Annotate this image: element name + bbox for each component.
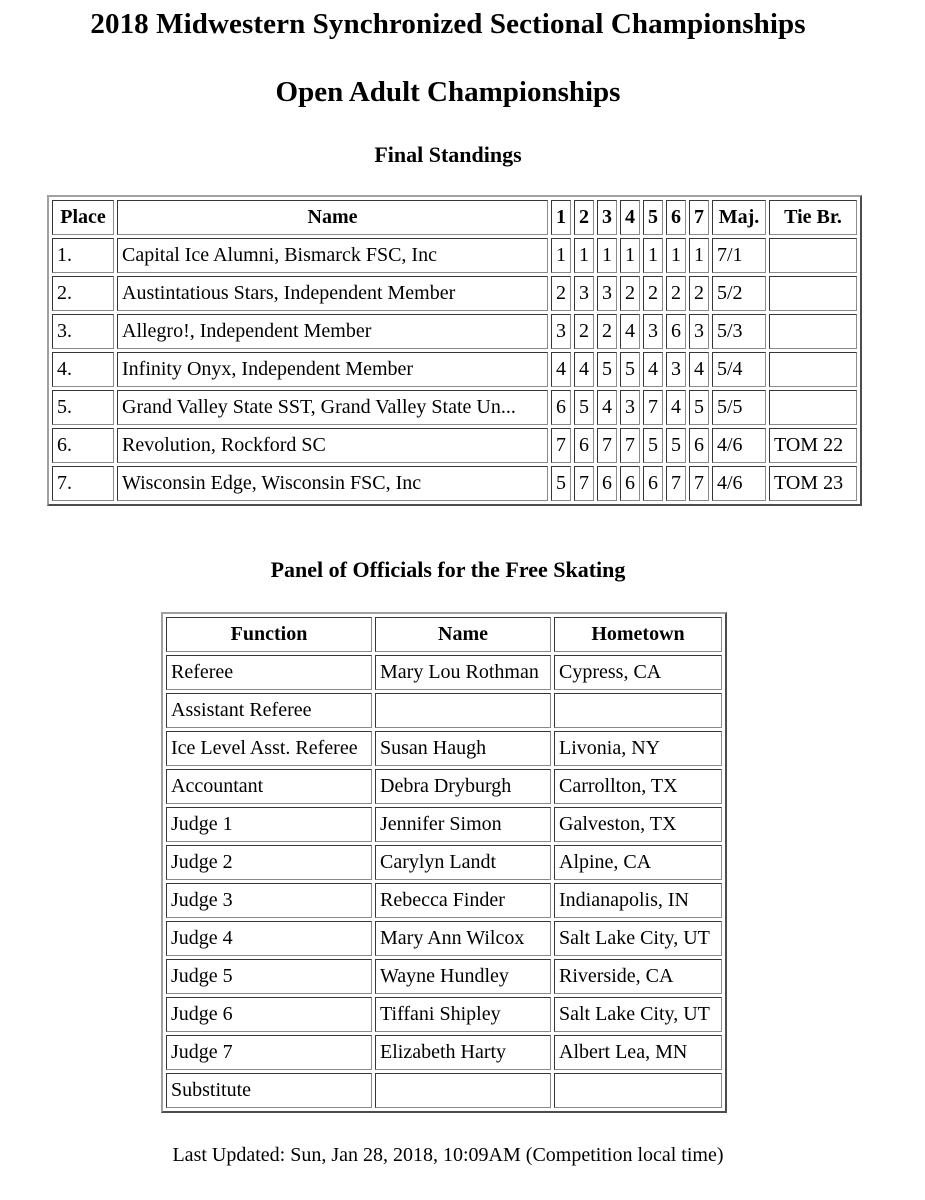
col-header-function: Function <box>166 617 372 652</box>
judge-6-ordinal-cell: 5 <box>666 428 686 463</box>
judge-5-ordinal-cell: 7 <box>643 390 663 425</box>
judge-4-ordinal-cell: 2 <box>620 276 640 311</box>
function-cell: Judge 3 <box>166 883 372 918</box>
judge-7-ordinal-cell: 5 <box>689 390 709 425</box>
judge-7-ordinal-cell: 6 <box>689 428 709 463</box>
table-row <box>52 466 857 501</box>
officials-body <box>166 655 722 1108</box>
function-cell: Judge 2 <box>166 845 372 880</box>
tie-break-cell <box>769 238 857 273</box>
judge-2-ordinal-cell: 2 <box>574 314 594 349</box>
judge-7-ordinal-cell: 2 <box>689 276 709 311</box>
table-row <box>52 390 857 425</box>
official-name-cell: Elizabeth Harty <box>375 1035 551 1070</box>
judge-6-ordinal-cell: 6 <box>666 314 686 349</box>
hometown-cell: Salt Lake City, UT <box>554 997 722 1032</box>
table-row <box>52 238 857 273</box>
judge-3-ordinal-cell: 5 <box>597 352 617 387</box>
hometown-cell <box>554 1073 722 1108</box>
team-name-cell: Allegro!, Independent Member <box>117 314 548 349</box>
official-name-cell <box>375 1073 551 1108</box>
page-title: 2018 Midwestern Synchronized Sectional Championships <box>90 8 806 40</box>
function-cell: Judge 1 <box>166 807 372 842</box>
function-cell: Referee <box>166 655 372 690</box>
official-name-cell: Tiffani Shipley <box>375 997 551 1032</box>
judge-7-ordinal-cell: 3 <box>689 314 709 349</box>
table-row <box>166 807 722 842</box>
official-name-cell: Rebecca Finder <box>375 883 551 918</box>
judge-1-ordinal-cell: 1 <box>551 238 571 273</box>
hometown-cell: Carrollton, TX <box>554 769 722 804</box>
col-header-judge-5: 5 <box>643 200 663 235</box>
col-header-majority: Maj. <box>712 200 766 235</box>
tie-break-cell <box>769 314 857 349</box>
official-name-cell: Debra Dryburgh <box>375 769 551 804</box>
col-header-judge-2: 2 <box>574 200 594 235</box>
hometown-cell: Riverside, CA <box>554 959 722 994</box>
judge-2-ordinal-cell: 5 <box>574 390 594 425</box>
table-row <box>166 921 722 956</box>
judge-6-ordinal-cell: 3 <box>666 352 686 387</box>
judge-5-ordinal-cell: 1 <box>643 238 663 273</box>
judge-6-ordinal-cell: 7 <box>666 466 686 501</box>
function-cell: Judge 6 <box>166 997 372 1032</box>
col-header-place: Place <box>52 200 114 235</box>
function-cell: Assistant Referee <box>166 693 372 728</box>
judge-1-ordinal-cell: 2 <box>551 276 571 311</box>
majority-cell: 5/4 <box>712 352 766 387</box>
place-cell: 4. <box>52 352 114 387</box>
place-cell: 6. <box>52 428 114 463</box>
function-cell: Judge 4 <box>166 921 372 956</box>
place-cell: 2. <box>52 276 114 311</box>
judge-5-ordinal-cell: 6 <box>643 466 663 501</box>
tie-break-cell: TOM 22 <box>769 428 857 463</box>
judge-1-ordinal-cell: 4 <box>551 352 571 387</box>
table-row <box>166 959 722 994</box>
function-cell: Judge 5 <box>166 959 372 994</box>
event-subtitle: Open Adult Championships <box>275 76 621 108</box>
last-updated: Last Updated: Sun, Jan 28, 2018, 10:09AM (Competition local time) <box>172 1144 724 1166</box>
majority-cell: 5/5 <box>712 390 766 425</box>
col-header-tie-break: Tie Br. <box>769 200 857 235</box>
place-cell: 1. <box>52 238 114 273</box>
judge-1-ordinal-cell: 3 <box>551 314 571 349</box>
col-header-judge-1: 1 <box>551 200 571 235</box>
judge-1-ordinal-cell: 6 <box>551 390 571 425</box>
table-row <box>52 314 857 349</box>
tie-break-cell: TOM 23 <box>769 466 857 501</box>
function-cell: Judge 7 <box>166 1035 372 1070</box>
judge-5-ordinal-cell: 2 <box>643 276 663 311</box>
col-header-judge-7: 7 <box>689 200 709 235</box>
judge-5-ordinal-cell: 3 <box>643 314 663 349</box>
judge-2-ordinal-cell: 3 <box>574 276 594 311</box>
table-row <box>166 1035 722 1070</box>
majority-cell: 4/6 <box>712 428 766 463</box>
judge-4-ordinal-cell: 3 <box>620 390 640 425</box>
judge-4-ordinal-cell: 7 <box>620 428 640 463</box>
officials-table <box>161 612 727 1113</box>
judge-3-ordinal-cell: 4 <box>597 390 617 425</box>
judge-5-ordinal-cell: 4 <box>643 352 663 387</box>
hometown-cell: Albert Lea, MN <box>554 1035 722 1070</box>
hometown-cell: Cypress, CA <box>554 655 722 690</box>
hometown-cell: Indianapolis, IN <box>554 883 722 918</box>
function-cell: Ice Level Asst. Referee <box>166 731 372 766</box>
judge-6-ordinal-cell: 1 <box>666 238 686 273</box>
judge-4-ordinal-cell: 6 <box>620 466 640 501</box>
standings-header-row <box>52 200 857 235</box>
official-name-cell: Mary Lou Rothman <box>375 655 551 690</box>
col-header-judge-4: 4 <box>620 200 640 235</box>
judge-6-ordinal-cell: 4 <box>666 390 686 425</box>
place-cell: 3. <box>52 314 114 349</box>
judge-2-ordinal-cell: 4 <box>574 352 594 387</box>
table-row <box>166 997 722 1032</box>
judge-7-ordinal-cell: 7 <box>689 466 709 501</box>
hometown-cell: Livonia, NY <box>554 731 722 766</box>
judge-3-ordinal-cell: 2 <box>597 314 617 349</box>
tie-break-cell <box>769 352 857 387</box>
table-row <box>166 1073 722 1108</box>
col-header-official-name: Name <box>375 617 551 652</box>
team-name-cell: Grand Valley State SST, Grand Valley State Un... <box>117 390 548 425</box>
table-row <box>166 845 722 880</box>
judge-1-ordinal-cell: 5 <box>551 466 571 501</box>
official-name-cell: Carylyn Landt <box>375 845 551 880</box>
team-name-cell: Revolution, Rockford SC <box>117 428 548 463</box>
col-header-hometown: Hometown <box>554 617 722 652</box>
judge-7-ordinal-cell: 4 <box>689 352 709 387</box>
team-name-cell: Capital Ice Alumni, Bismarck FSC, Inc <box>117 238 548 273</box>
function-cell: Accountant <box>166 769 372 804</box>
judge-3-ordinal-cell: 7 <box>597 428 617 463</box>
judge-4-ordinal-cell: 5 <box>620 352 640 387</box>
hometown-cell: Salt Lake City, UT <box>554 921 722 956</box>
majority-cell: 5/3 <box>712 314 766 349</box>
standings-body <box>52 238 857 501</box>
table-row <box>166 693 722 728</box>
judge-1-ordinal-cell: 7 <box>551 428 571 463</box>
judge-5-ordinal-cell: 5 <box>643 428 663 463</box>
place-cell: 5. <box>52 390 114 425</box>
majority-cell: 5/2 <box>712 276 766 311</box>
judge-4-ordinal-cell: 4 <box>620 314 640 349</box>
col-header-name: Name <box>117 200 548 235</box>
table-row <box>52 428 857 463</box>
hometown-cell: Galveston, TX <box>554 807 722 842</box>
majority-cell: 4/6 <box>712 466 766 501</box>
officials-header-row <box>166 617 722 652</box>
judge-3-ordinal-cell: 3 <box>597 276 617 311</box>
judge-2-ordinal-cell: 7 <box>574 466 594 501</box>
judge-2-ordinal-cell: 6 <box>574 428 594 463</box>
team-name-cell: Infinity Onyx, Independent Member <box>117 352 548 387</box>
judge-4-ordinal-cell: 1 <box>620 238 640 273</box>
officials-heading: Panel of Officials for the Free Skating <box>270 557 626 582</box>
function-cell: Substitute <box>166 1073 372 1108</box>
judge-2-ordinal-cell: 1 <box>574 238 594 273</box>
judge-6-ordinal-cell: 2 <box>666 276 686 311</box>
table-row <box>166 731 722 766</box>
majority-cell: 7/1 <box>712 238 766 273</box>
table-row <box>52 352 857 387</box>
col-header-judge-3: 3 <box>597 200 617 235</box>
table-row <box>166 883 722 918</box>
table-row <box>166 769 722 804</box>
standings-heading: Final Standings <box>374 142 522 167</box>
official-name-cell: Jennifer Simon <box>375 807 551 842</box>
table-row <box>166 655 722 690</box>
table-row <box>52 276 857 311</box>
judge-7-ordinal-cell: 1 <box>689 238 709 273</box>
standings-table <box>47 195 862 506</box>
judge-3-ordinal-cell: 6 <box>597 466 617 501</box>
hometown-cell: Alpine, CA <box>554 845 722 880</box>
team-name-cell: Austintatious Stars, Independent Member <box>117 276 548 311</box>
place-cell: 7. <box>52 466 114 501</box>
official-name-cell <box>375 693 551 728</box>
official-name-cell: Mary Ann Wilcox <box>375 921 551 956</box>
official-name-cell: Susan Haugh <box>375 731 551 766</box>
hometown-cell <box>554 693 722 728</box>
tie-break-cell <box>769 390 857 425</box>
official-name-cell: Wayne Hundley <box>375 959 551 994</box>
judge-3-ordinal-cell: 1 <box>597 238 617 273</box>
team-name-cell: Wisconsin Edge, Wisconsin FSC, Inc <box>117 466 548 501</box>
col-header-judge-6: 6 <box>666 200 686 235</box>
tie-break-cell <box>769 276 857 311</box>
